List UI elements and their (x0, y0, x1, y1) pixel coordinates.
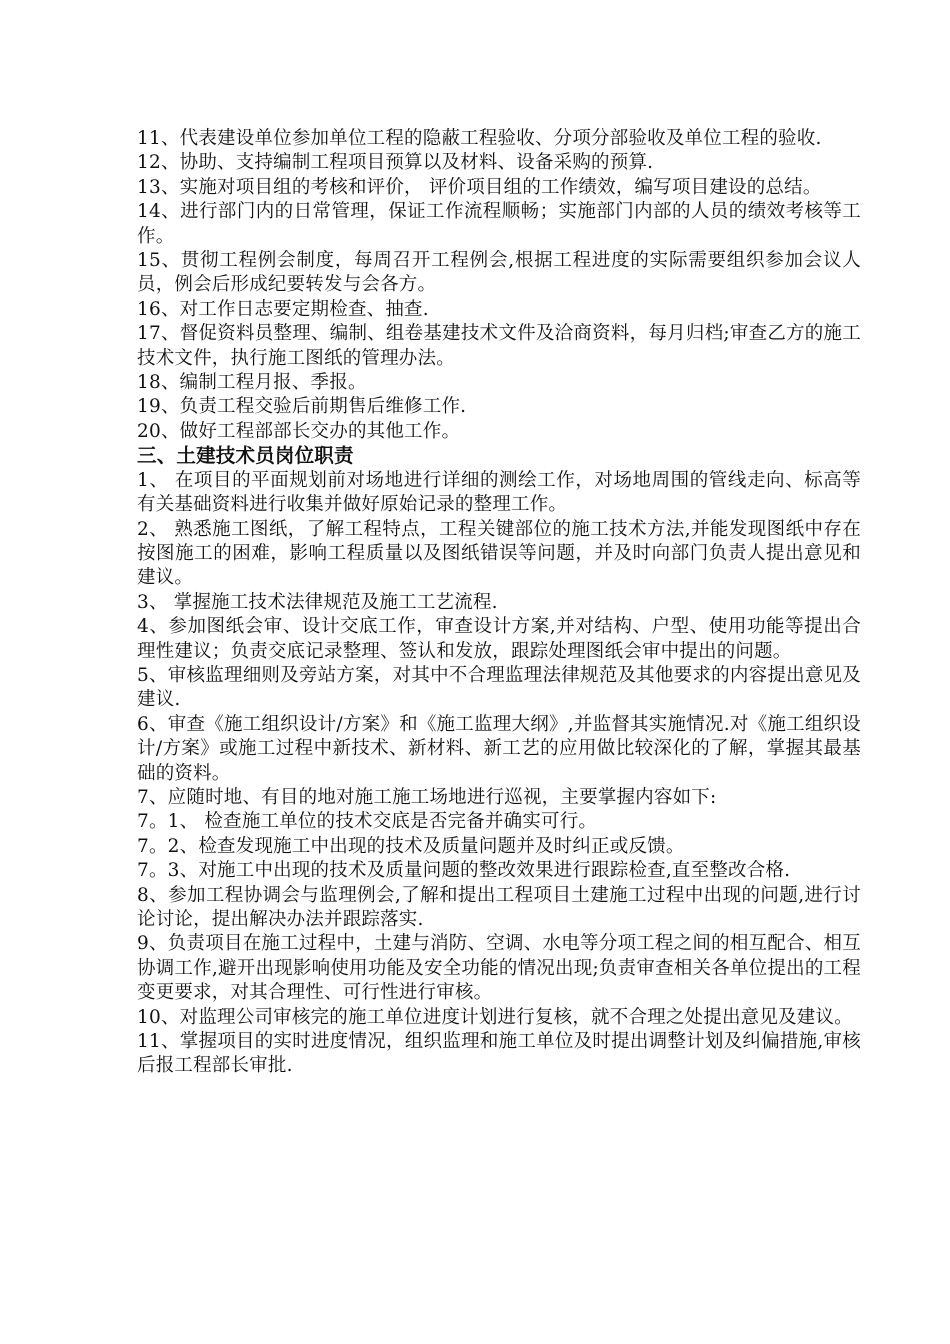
list-item: 16、对工作日志要定期检查、抽查. (137, 298, 429, 320)
list-item: 7、应随时地、有目的地对施工施工场地进行巡视，主要掌握内容如下: (137, 786, 717, 808)
list-item: 12、协助、支持编制工程项目预算以及材料、设备采购的预算. (137, 152, 654, 174)
list-item: 7。2、检查发现施工中出现的技术及质量问题并及时纠正或反馈。 (137, 835, 685, 857)
list-item: 13、实施对项目组的考核和评价， 评价项目组的工作绩效，编写项目建设的总结。 (137, 176, 822, 198)
list-item: 1、 在项目的平面规划前对场地进行详细的测绘工作，对场地周围的管线走向、标高等有关基础资料进行收集并做好原始记录的整理工作。 (137, 469, 861, 516)
list-item: 7。1、 检查施工单位的技术交底是否完备并确实可行。 (137, 811, 598, 833)
list-item: 19、负责工程交验后前期售后维修工作. (137, 396, 467, 418)
list-item: 2、 熟悉施工图纸，了解工程特点，工程关键部位的施工技术方法,并能发现图纸中存在按图施工的困难，影响工程质量以及图纸错误等问题，并及时向部门负责人提出意见和建议。 (137, 518, 861, 589)
list-item: 4、参加图纸会审、设计交底工作，审查设计方案,并对结构、户型、使用功能等提出合理性建议；负责交底记录整理、签认和发放，跟踪处理图纸会审中提出的问题。 (137, 616, 861, 662)
list-item: 17、督促资料员整理、编制、组卷基建技术文件及洽商资料，每月归档;审查乙方的施工技术文件，执行施工图纸的管理办法。 (137, 323, 861, 369)
list-item: 3、 掌握施工技术法律规范及施工工艺流程. (137, 591, 498, 613)
list-item: 11、掌握项目的实时进度情况，组织监理和施工单位及时提出调整计划及纠偏措施,审核后报工程部长审批. (137, 1031, 861, 1077)
list-item: 14、进行部门内的日常管理，保证工作流程顺畅；实施部门内部的人员的绩效考核等工作。 (137, 201, 861, 247)
list-item: 7。3、对施工中出现的技术及质量问题的整改效果进行跟踪检查,直至整改合格. (137, 860, 791, 882)
list-item: 9、负责项目在施工过程中，土建与消防、空调、水电等分项工程之间的相互配合、相互协调工作,避开出现影响使用功能及安全功能的情况出现;负责审查相关各单位提出的工程变更要求，对其合理性、可行性进行审核。 (137, 933, 861, 1004)
list-item: 20、做好工程部部长交办的其他工作。 (137, 420, 461, 442)
section-heading: 三、土建技术员岗位职责 (137, 444, 354, 468)
list-item: 10、对监理公司审核完的施工单位进度计划进行复核，就不合理之处提出意见及建议。 (137, 1006, 853, 1028)
list-item: 18、编制工程月报、季报。 (137, 372, 367, 394)
list-item: 5、审核监理细则及旁站方案，对其中不合理监理法律规范及其他要求的内容提出意见及建议. (137, 664, 861, 711)
list-item: 6、审查《施工组织设计/方案》和《施工监理大纲》,并监督其实施情况.对《施工组织设计/方案》或施工过程中新技术、新材料、新工艺的应用做比较深化的了解，掌握其最基础的资料。 (137, 713, 861, 784)
document-body (137, 127, 861, 1079)
list-item: 8、参加工程协调会与监理例会,了解和提出工程项目土建施工过程中出现的问题,进行讨论讨论，提出解决办法并跟踪落实. (137, 884, 861, 930)
list-item: 11、代表建设单位参加单位工程的隐蔽工程验收、分项分部验收及单位工程的验收. (137, 128, 822, 149)
list-item: 15、贯彻工程例会制度，每周召开工程例会,根据工程进度的实际需要组织参加会议人员，例会后形成纪要转发与会各方。 (137, 250, 861, 296)
